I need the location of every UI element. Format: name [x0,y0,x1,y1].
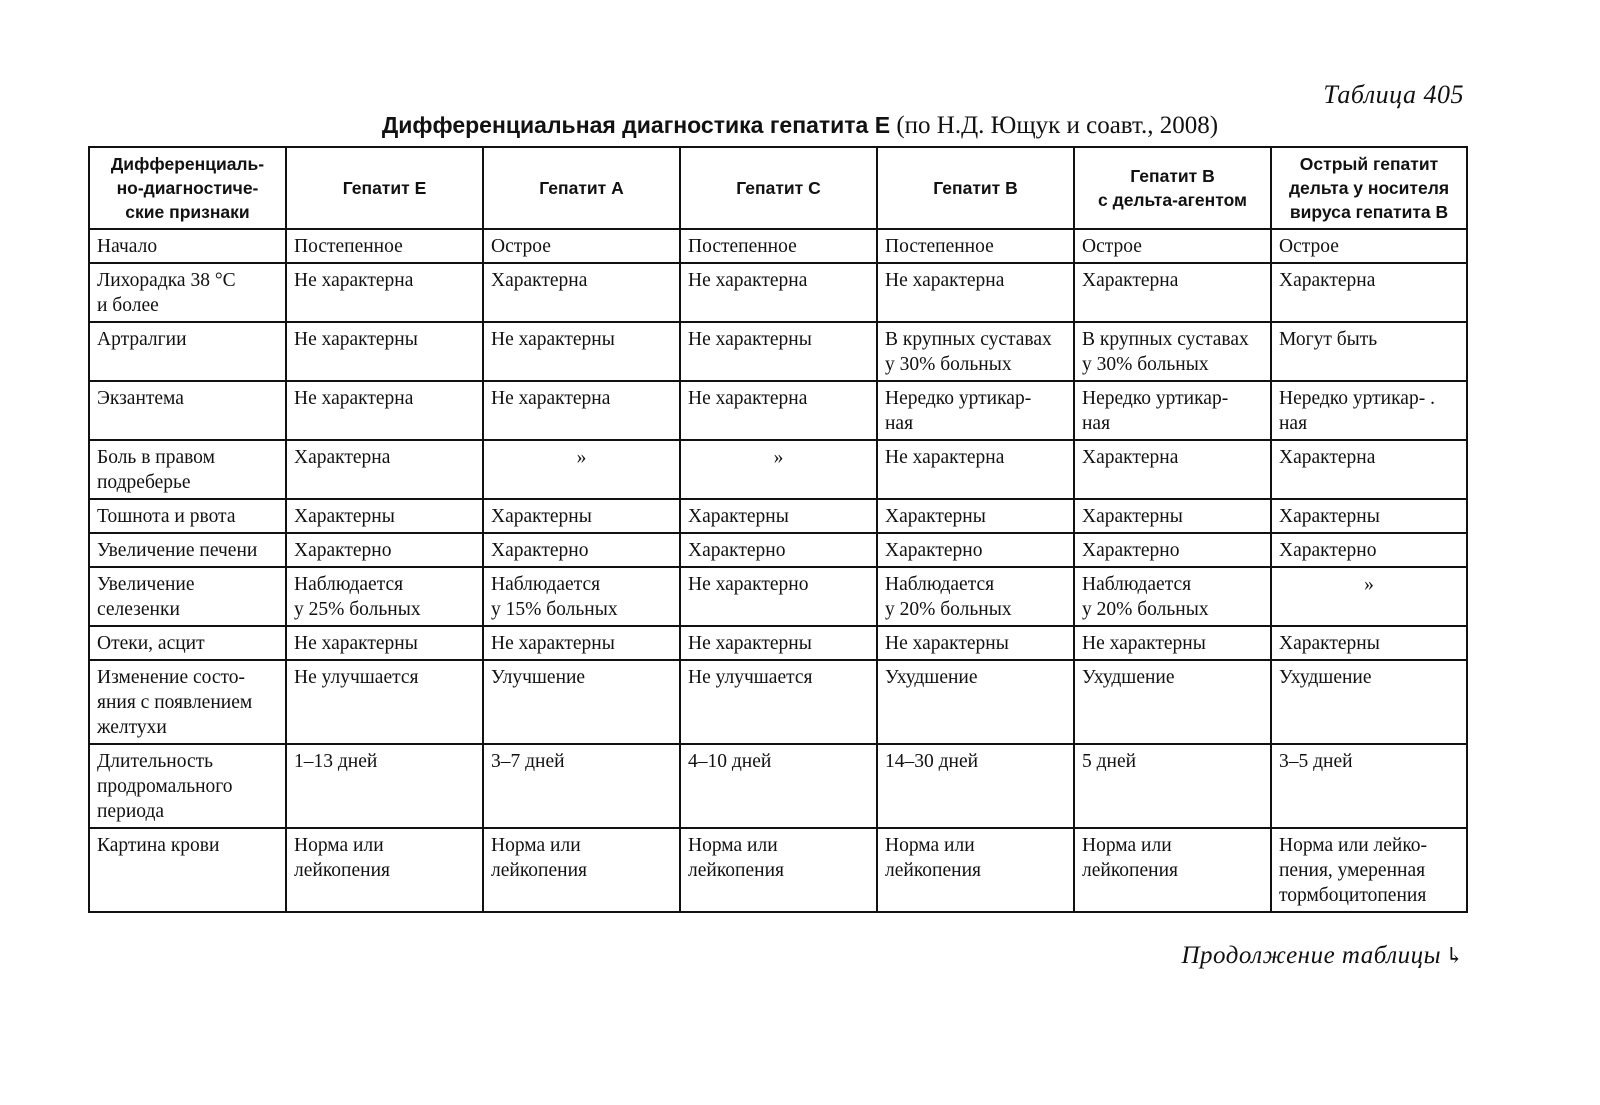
table-cell: Ухудшение [1271,660,1467,744]
table-cell: Характерно [877,533,1074,567]
diagnosis-table [88,146,1468,913]
table-cell: Характерны [1271,626,1467,660]
table-cell: Не характерна [483,381,680,440]
table-cell: Острое [483,229,680,263]
table-cell: 3–7 дней [483,744,680,828]
table-cell: Не характерна [877,440,1074,499]
table-cell: Характерны [1074,499,1271,533]
table-row [89,229,1467,263]
table-cell: Не характерны [680,626,877,660]
table-row [89,744,1467,828]
table-cell: Наблюдается у 20% больных [1074,567,1271,626]
table-row [89,322,1467,381]
row-label: Начало [89,229,286,263]
table-cell: Не характерны [680,322,877,381]
table-cell: Характерна [1271,263,1467,322]
table-cell: Не улучшается [286,660,483,744]
continuation-note [1182,942,1465,970]
row-label: Экзантема [89,381,286,440]
table-cell: Могут быть [1271,322,1467,381]
table-row [89,263,1467,322]
table-cell: Не характерна [877,263,1074,322]
table-cell: Характерно [483,533,680,567]
column-header: Острый гепатит дельта у носителя вируса гепатита В [1271,147,1467,229]
table-row [89,567,1467,626]
continuation-text: Продолжение таблицы [1181,942,1442,969]
table-cell: » [680,440,877,499]
table-cell: Постепенное [680,229,877,263]
table-cell: Характерны [877,499,1074,533]
column-header: Гепатит А [483,147,680,229]
table-cell: Характерны [1271,499,1467,533]
table-cell: Не характерны [483,626,680,660]
table-cell: Наблюдается у 20% больных [877,567,1074,626]
table-cell: Не характерна [286,381,483,440]
table-cell: Нередко уртикар- ная [1074,381,1271,440]
table-cell: Острое [1271,229,1467,263]
table-row [89,440,1467,499]
column-header: Гепатит С [680,147,877,229]
table-cell: Не характерны [286,626,483,660]
table-cell: Характерна [1271,440,1467,499]
table-caption [0,112,1600,140]
table-cell: Характерна [286,440,483,499]
row-label: Боль в правом подреберье [89,440,286,499]
table-cell: 4–10 дней [680,744,877,828]
table-number: Таблица 405 [1323,80,1464,109]
table-cell: Ухудшение [1074,660,1271,744]
table-cell: » [483,440,680,499]
table-cell: Характерно [680,533,877,567]
table-cell: Постепенное [877,229,1074,263]
table-body [89,229,1467,912]
header-row [89,147,1467,229]
table-row [89,828,1467,912]
table-cell: Характерна [1074,263,1271,322]
row-label: Отеки, асцит [89,626,286,660]
row-label: Тошнота и рвота [89,499,286,533]
table-cell: Норма или лейкопения [877,828,1074,912]
table-cell: Характерна [483,263,680,322]
table-cell: Наблюдается у 15% больных [483,567,680,626]
table-cell: Наблюдается у 25% больных [286,567,483,626]
table-cell: Норма или лейкопения [680,828,877,912]
table-cell: » [1271,567,1467,626]
table-cell: Норма или лейко- пения, умеренная тормбоцитопения [1271,828,1467,912]
table-cell: Характерно [1074,533,1271,567]
table-cell: Не характерны [1074,626,1271,660]
table-cell: Не характерны [877,626,1074,660]
table-cell: Не характерны [483,322,680,381]
row-label: Артралгии [89,322,286,381]
column-header: Дифференциаль- но-диагностиче- ские признаки [89,147,286,229]
table-cell: Норма или лейкопения [483,828,680,912]
table-row [89,499,1467,533]
column-header: Гепатит В [877,147,1074,229]
table-cell: Характерно [1271,533,1467,567]
table-cell: Не характерна [680,381,877,440]
table-cell: Характерны [286,499,483,533]
table-cell: Не характерны [286,322,483,381]
table-cell: Не улучшается [680,660,877,744]
row-label: Лихорадка 38 °С и более [89,263,286,322]
table-cell: Ухудшение [877,660,1074,744]
table-cell: Не характерно [680,567,877,626]
row-label: Картина крови [89,828,286,912]
table-cell: Норма или лейкопения [1074,828,1271,912]
table-row [89,381,1467,440]
table-cell: 1–13 дней [286,744,483,828]
table-cell: В крупных суставах у 30% больных [1074,322,1271,381]
table-cell: Нередко уртикар- . ная [1271,381,1467,440]
table-cell: 3–5 дней [1271,744,1467,828]
table-cell: Характерны [680,499,877,533]
row-label: Увеличение печени [89,533,286,567]
table-row [89,533,1467,567]
arrow-down-right-icon: ↳ [1445,943,1464,968]
table-row [89,626,1467,660]
table-cell: Постепенное [286,229,483,263]
row-label: Изменение состо- яния с появлением желтухи [89,660,286,744]
table-cell: Характерна [1074,440,1271,499]
column-header: Гепатит Е [286,147,483,229]
table-cell: Нередко уртикар- ная [877,381,1074,440]
table-cell: В крупных суставах у 30% больных [877,322,1074,381]
caption-title: Дифференциальная диагностика гепатита Е [381,112,891,138]
table-cell: Улучшение [483,660,680,744]
table-cell: Не характерна [286,263,483,322]
table-cell: Характерно [286,533,483,567]
table-cell: 14–30 дней [877,744,1074,828]
row-label: Увеличение селезенки [89,567,286,626]
table-cell: Острое [1074,229,1271,263]
table-cell: 5 дней [1074,744,1271,828]
caption-source: (по Н.Д. Ющук и соавт., 2008) [890,112,1219,139]
table-cell: Характерны [483,499,680,533]
table-cell: Норма или лейкопения [286,828,483,912]
table-row [89,660,1467,744]
row-label: Длительность продромального периода [89,744,286,828]
table-cell: Не характерна [680,263,877,322]
column-header: Гепатит В с дельта-агентом [1074,147,1271,229]
